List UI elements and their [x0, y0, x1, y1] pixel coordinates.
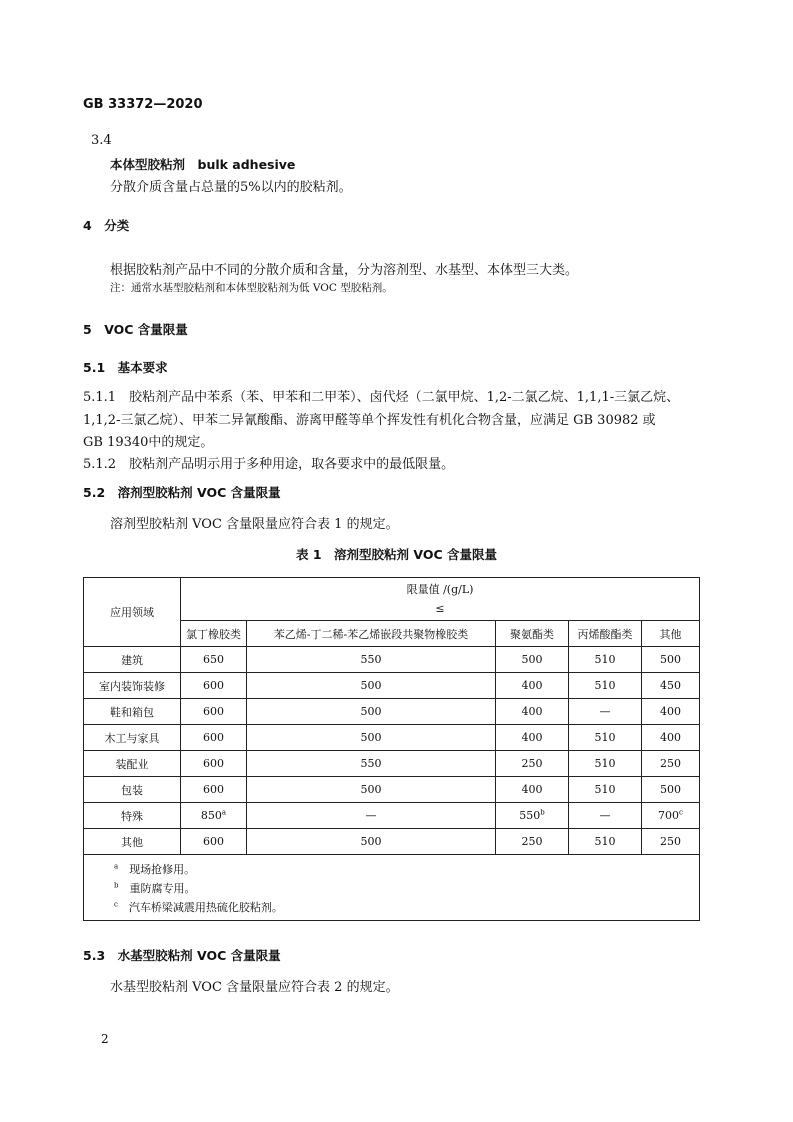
section-5-1-2: 5.1.2 胶粘剂产品明示用于多种用途，取各要求中的最低限量。	[83, 457, 455, 472]
cell: 500	[642, 647, 700, 673]
footnote-text: 汽车桥梁减震用热硫化胶粘剂。	[128, 900, 283, 914]
section-5-3-paragraph: 水基型胶粘剂 VOC 含量限量应符合表 2 的规定。	[110, 980, 399, 995]
section-5-1-1-line3: GB 19340中的规定。	[83, 435, 214, 450]
header-col-polyurethane: 聚氨酯类	[496, 621, 569, 647]
table-row	[84, 777, 700, 803]
cell: 500	[247, 829, 496, 855]
footnote-mark: b	[540, 808, 545, 817]
cell: 600	[181, 829, 247, 855]
cell: 250	[642, 829, 700, 855]
cell: 510	[569, 751, 642, 777]
table-row	[84, 673, 700, 699]
cell-value: 850	[200, 809, 222, 822]
cell	[496, 803, 569, 829]
cell-value: 700	[658, 809, 680, 822]
cell: 510	[569, 673, 642, 699]
header-col-other: 其他	[642, 621, 700, 647]
header-col-sbs: 苯乙烯-丁二稀-苯乙烯嵌段共聚物橡胶类	[247, 621, 496, 647]
cell: 650	[181, 647, 247, 673]
cell: 400	[496, 673, 569, 699]
cell: 450	[642, 673, 700, 699]
cell: 500	[642, 777, 700, 803]
section-4-paragraph: 根据胶粘剂产品中不同的分散介质和含量，分为溶剂型、水基型、本体型三大类。	[110, 263, 579, 278]
table-row	[84, 647, 700, 673]
row-field: 装配业	[84, 751, 181, 777]
section-5-title: 5 VOC 含量限量	[83, 322, 188, 337]
footnote-a	[84, 855, 700, 879]
footnote-mark: a	[221, 808, 227, 817]
header-col-acrylate: 丙烯酸酯类	[569, 621, 642, 647]
section-5-2-title: 5.2 溶剂型胶粘剂 VOC 含量限量	[83, 485, 281, 500]
footnote-mark: c	[114, 899, 118, 908]
cell: 400	[642, 699, 700, 725]
limit-label: 限量值 /(g/L)	[406, 583, 474, 596]
row-field: 建筑	[84, 647, 181, 673]
section-3-4-number: 3.4	[91, 133, 112, 148]
section-3-4-term: 本体型胶粘剂 bulk adhesive	[110, 157, 296, 172]
cell: 400	[496, 777, 569, 803]
cell: 250	[496, 829, 569, 855]
cell: —	[569, 699, 642, 725]
table-row	[84, 725, 700, 751]
cell: 510	[569, 725, 642, 751]
footnote-mark: c	[679, 808, 683, 817]
cell: 600	[181, 751, 247, 777]
section-5-1-title: 5.1 基本要求	[83, 360, 168, 375]
cell: 500	[496, 647, 569, 673]
cell: 510	[569, 777, 642, 803]
cell	[642, 803, 700, 829]
cell: 510	[569, 829, 642, 855]
section-4-note: 注：通常水基型胶粘剂和本体型胶粘剂为低 VOC 型胶粘剂。	[110, 282, 393, 294]
limit-symbol: ≤	[435, 602, 445, 615]
cell: 250	[642, 751, 700, 777]
footnote-mark: b	[114, 880, 119, 889]
section-3-4-definition: 分散介质含量占总量的5%以内的胶粘剂。	[110, 180, 352, 195]
cell: 500	[247, 699, 496, 725]
cell: 600	[181, 673, 247, 699]
cell: 550	[247, 751, 496, 777]
row-field: 鞋和箱包	[84, 699, 181, 725]
cell: 510	[569, 647, 642, 673]
header-col-chloroprene: 氯丁橡胶类	[181, 621, 247, 647]
table-1	[83, 577, 700, 921]
row-field: 包装	[84, 777, 181, 803]
cell: 500	[247, 725, 496, 751]
cell: —	[247, 803, 496, 829]
cell: 400	[496, 725, 569, 751]
section-4-title: 4 分类	[83, 218, 130, 233]
header-limit-value	[181, 578, 700, 621]
row-field: 木工与家具	[84, 725, 181, 751]
cell-value: 550	[519, 809, 541, 822]
table-row	[84, 803, 700, 829]
row-field: 特殊	[84, 803, 181, 829]
section-5-3-title: 5.3 水基型胶粘剂 VOC 含量限量	[83, 948, 281, 963]
cell: 550	[247, 647, 496, 673]
row-field: 其他	[84, 829, 181, 855]
footnote-c	[84, 897, 700, 921]
cell: 250	[496, 751, 569, 777]
cell: 600	[181, 699, 247, 725]
cell: 600	[181, 725, 247, 751]
footnote-b	[84, 878, 700, 897]
table-1-caption: 表 1 溶剂型胶粘剂 VOC 含量限量	[295, 547, 497, 562]
table-row	[84, 751, 700, 777]
cell: —	[569, 803, 642, 829]
cell: 500	[247, 777, 496, 803]
section-5-1-1-line2: 1,1,2-三氯乙烷）、甲苯二异氰酸酯、游离甲醛等单个挥发性有机化合物含量，应满足 GB 30982 或	[83, 413, 656, 428]
cell	[181, 803, 247, 829]
section-5-2-paragraph: 溶剂型胶粘剂 VOC 含量限量应符合表 1 的规定。	[110, 517, 399, 532]
document-header: GB 33372—2020	[83, 97, 203, 112]
cell: 400	[496, 699, 569, 725]
cell: 400	[642, 725, 700, 751]
footnote-text: 重防腐专用。	[129, 881, 196, 895]
footnote-text: 现场抢修用。	[129, 862, 196, 876]
cell: 500	[247, 673, 496, 699]
table-row	[84, 829, 700, 855]
header-application-field: 应用领域	[84, 578, 181, 647]
row-field: 室内装饰装修	[84, 673, 181, 699]
cell: 600	[181, 777, 247, 803]
page-number: 2	[101, 1032, 109, 1046]
section-5-1-1-line1: 5.1.1 胶粘剂产品中苯系（苯、甲苯和二甲苯）、卤代烃（二氯甲烷、1,2-二氯乙烷、1,1,1-三氯乙烷、	[83, 390, 680, 405]
table-row	[84, 699, 700, 725]
footnote-mark: a	[114, 861, 119, 870]
